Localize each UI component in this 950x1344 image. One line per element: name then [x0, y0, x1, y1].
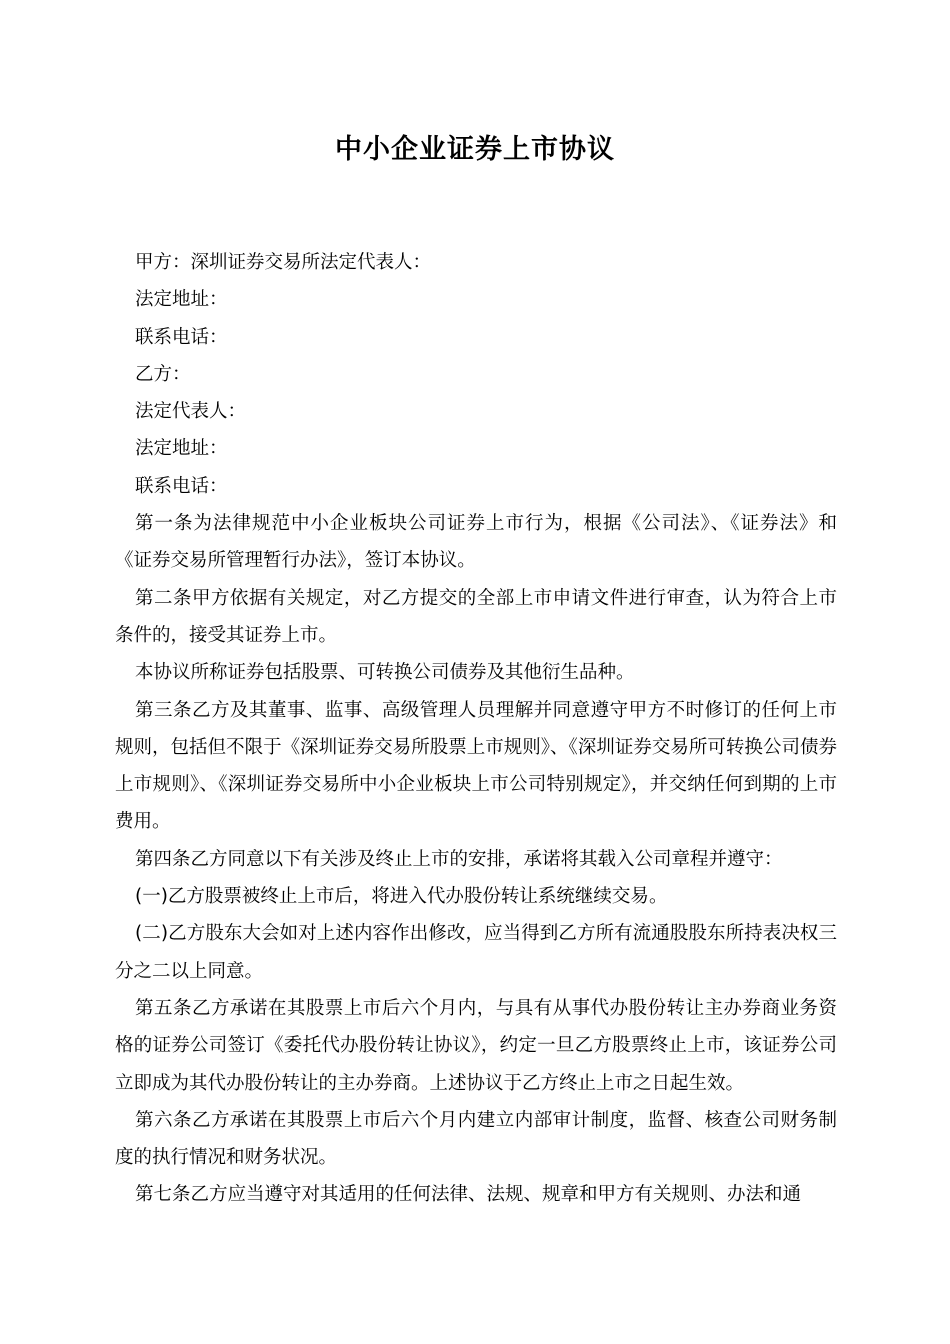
article-5: 第五条乙方承诺在其股票上市后六个月内，与具有从事代办股份转让主办券商业务资格的证券公司签订《委托代办股份转让协议》，约定一旦乙方股票终止上市，该证券公司立即成为其代办股份转让的主办券商。上述协议于乙方终止上市之日起生效。 — [115, 997, 837, 1094]
party-a-line: 甲方：深圳证券交易所法定代表人： — [135, 252, 432, 273]
article-3: 第三条乙方及其董事、监事、高级管理人员理解并同意遵守甲方不时修订的任何上市规则，包括但不限于《深圳证券交易所股票上市规则》、《深圳证券交易所可转换公司债券上市规则》、《深圳证券交易所中小企业板块上市公司特别规定》，并交纳任何到期的上市费用。 — [115, 699, 837, 833]
article-7: 第七条乙方应当遵守对其适用的任何法律、法规、规章和甲方有关规则、办法和通 — [135, 1184, 802, 1206]
article-4: 第四条乙方同意以下有关涉及终止上市的安排，承诺将其载入公司章程并遵守： — [135, 848, 783, 870]
party-b-representative-line: 法定代表人： — [135, 401, 247, 423]
party-b-address-line: 法定地址： — [135, 438, 228, 460]
article-4-item-1: (一)乙方股票被终止上市后，将进入代办股份转让系统继续交易。 — [135, 886, 668, 908]
party-a-phone-line: 联系电话： — [135, 326, 228, 348]
article-2: 第二条甲方依据有关规定，对乙方提交的全部上市申请文件进行审查，认为符合上市条件的，接受其证券上市。 — [115, 587, 837, 646]
party-b-line: 乙方： — [135, 363, 191, 385]
party-b-phone-line: 联系电话： — [135, 475, 228, 497]
article-1: 第一条为法律规范中小企业板块公司证券上市行为，根据《公司法》、《证券法》和《证券交易所管理暂行办法》，签订本协议。 — [115, 513, 837, 572]
article-6: 第六条乙方承诺在其股票上市后六个月内建立内部审计制度，监督、核查公司财务制度的执行情况和财务状况。 — [115, 1109, 837, 1169]
article-2-note: 本协议所称证券包括股票、可转换公司债券及其他衍生品种。 — [135, 662, 635, 684]
article-4-item-2: (二)乙方股东大会如对上述内容作出修改，应当得到乙方所有流通股股东所持表决权三分之二以上同意。 — [115, 923, 837, 982]
document-body — [115, 244, 837, 1214]
party-a-address-line: 法定地址： — [135, 289, 228, 311]
document-title: 中小企业证券上市协议 — [335, 134, 615, 165]
